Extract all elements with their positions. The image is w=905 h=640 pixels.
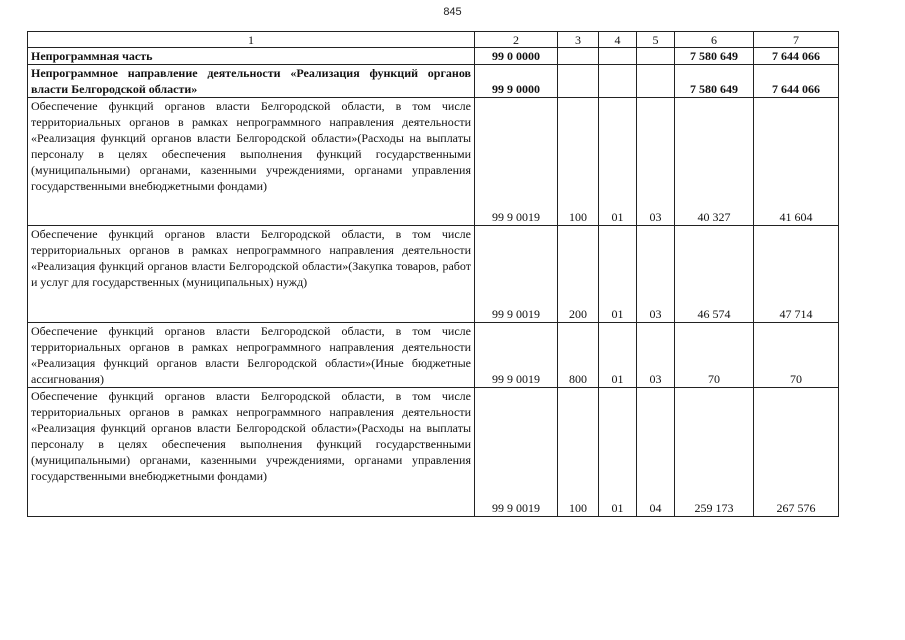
row-description: Обеспечение функций органов власти Белгородской области, в том числе территориальных органов в рамках непрограммного направления деятельности «Реализация функций органов власти Белгородской области»(Иные бюджетные ассигнования) — [28, 323, 475, 388]
amount-year-1: 7 580 649 — [675, 65, 754, 98]
subsection-code: 03 — [637, 98, 675, 226]
amount-year-1: 70 — [675, 323, 754, 388]
section-code: 01 — [599, 323, 637, 388]
amount-year-2: 7 644 066 — [754, 48, 839, 65]
table-header-row — [28, 32, 839, 48]
amount-year-2: 47 714 — [754, 226, 839, 323]
table-row — [28, 48, 839, 65]
row-description: Обеспечение функций органов власти Белгородской области, в том числе территориальных органов в рамках непрограммного направления деятельности «Реализация функций органов власти Белгородской области»(Закупка товаров, работ и услуг для государственных (муниципальных) нужд) — [28, 226, 475, 323]
table-row — [28, 98, 839, 226]
subsection-code — [637, 65, 675, 98]
amount-year-2: 7 644 066 — [754, 65, 839, 98]
subsection-code: 03 — [637, 323, 675, 388]
row-description: Непрограммное направление деятельности «Реализация функций органов власти Белгородской области» — [28, 65, 475, 98]
row-description: Обеспечение функций органов власти Белгородской области, в том числе территориальных органов в рамках непрограммного направления деятельности «Реализация функций органов власти Белгородской области»(Расходы на выплаты персоналу в целях обеспечения выполнения функций государственными (муниципальными) органами, казенными учреждениями, органами управления государственными внебюджетными фондами) — [28, 98, 475, 226]
section-code — [599, 65, 637, 98]
section-code — [599, 48, 637, 65]
section-code: 01 — [599, 98, 637, 226]
amount-year-1: 40 327 — [675, 98, 754, 226]
column-header: 3 — [558, 32, 599, 48]
expense-type — [558, 65, 599, 98]
expense-type: 100 — [558, 388, 599, 517]
target-article-code: 99 9 0019 — [475, 226, 558, 323]
subsection-code: 04 — [637, 388, 675, 517]
amount-year-1: 46 574 — [675, 226, 754, 323]
section-code: 01 — [599, 388, 637, 517]
target-article-code: 99 9 0019 — [475, 388, 558, 517]
expense-type: 100 — [558, 98, 599, 226]
expense-type: 800 — [558, 323, 599, 388]
column-header: 1 — [28, 32, 475, 48]
table-row — [28, 323, 839, 388]
row-description: Непрограммная часть — [28, 48, 475, 65]
amount-year-2: 70 — [754, 323, 839, 388]
amount-year-1: 7 580 649 — [675, 48, 754, 65]
table-row — [28, 226, 839, 323]
expense-type — [558, 48, 599, 65]
row-description: Обеспечение функций органов власти Белгородской области, в том числе территориальных органов в рамках непрограммного направления деятельности «Реализация функций органов власти Белгородской области»(Расходы на выплаты персоналу в целях обеспечения выполнения функций государственными (муниципальными) органами, казенными учреждениями, органами управления государственными внебюджетными фондами) — [28, 388, 475, 517]
section-code: 01 — [599, 226, 637, 323]
expense-type: 200 — [558, 226, 599, 323]
target-article-code: 99 9 0019 — [475, 98, 558, 226]
table-row — [28, 388, 839, 517]
table-row — [28, 65, 839, 98]
amount-year-2: 267 576 — [754, 388, 839, 517]
subsection-code: 03 — [637, 226, 675, 323]
amount-year-1: 259 173 — [675, 388, 754, 517]
amount-year-2: 41 604 — [754, 98, 839, 226]
column-header: 6 — [675, 32, 754, 48]
column-header: 4 — [599, 32, 637, 48]
column-header: 7 — [754, 32, 839, 48]
target-article-code: 99 0 0000 — [475, 48, 558, 65]
target-article-code: 99 9 0000 — [475, 65, 558, 98]
column-header: 2 — [475, 32, 558, 48]
page-number: 845 — [443, 6, 462, 18]
subsection-code — [637, 48, 675, 65]
column-header: 5 — [637, 32, 675, 48]
budget-table — [27, 31, 839, 517]
target-article-code: 99 9 0019 — [475, 323, 558, 388]
